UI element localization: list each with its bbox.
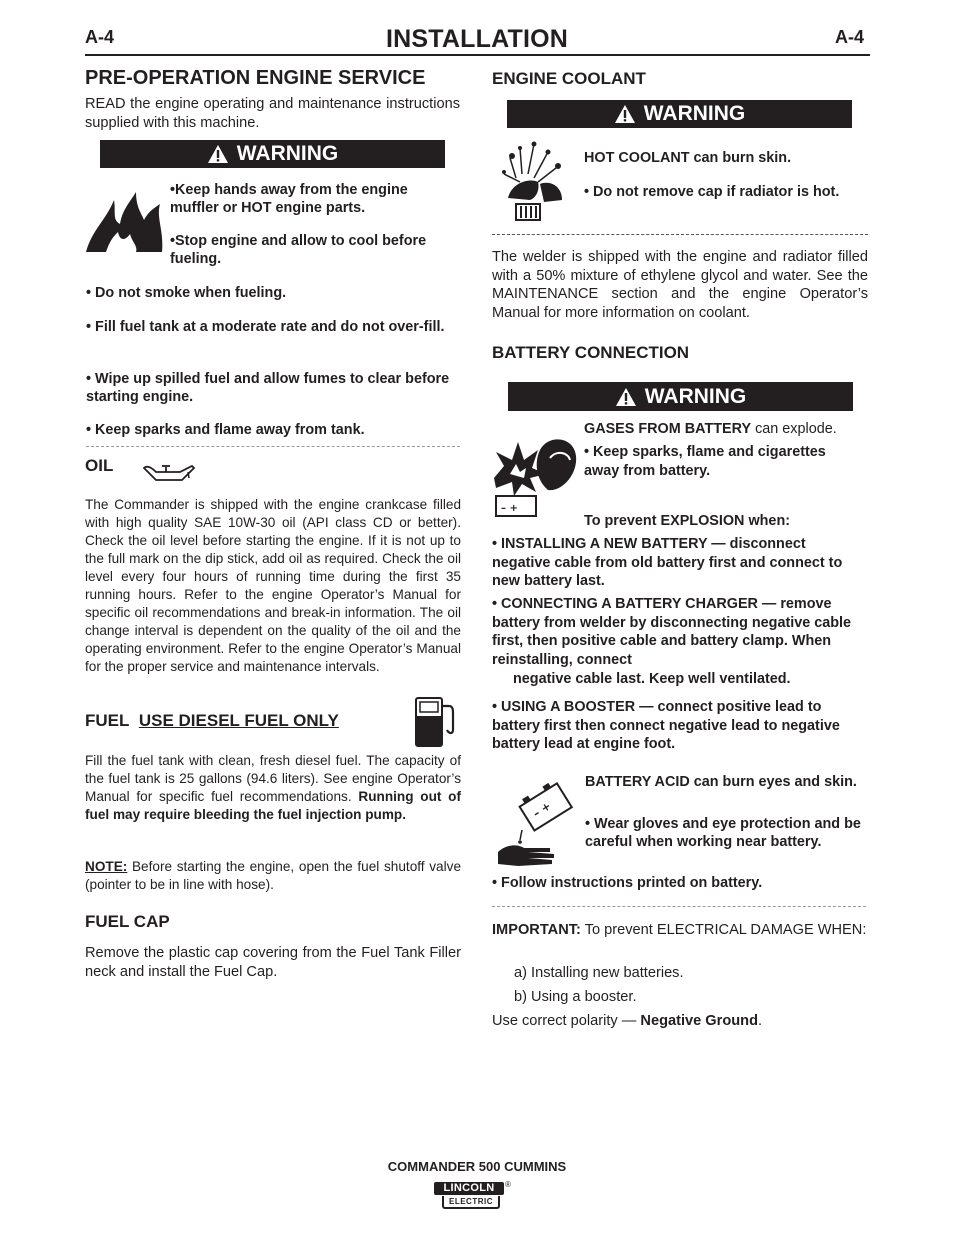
warning-triangle-icon xyxy=(614,104,636,124)
warning-bar-coolant xyxy=(507,100,852,128)
warning-triangle-icon xyxy=(207,144,229,164)
logo-reg: ® xyxy=(505,1180,511,1189)
fuel-text-bold: Running out of fuel may require bleeding the fuel injection pump. xyxy=(85,789,462,822)
bullet-wipe-fuel: • Wipe up spilled fuel and allow fumes to clear before starting engine. xyxy=(86,371,450,405)
warning-bar-battery xyxy=(508,382,853,411)
oil-can-icon xyxy=(140,460,196,482)
polarity-end: . xyxy=(758,1013,763,1029)
intro-text: READ the engine operating and maintenance instructions supplied with this machine. xyxy=(85,96,460,131)
gases-warning xyxy=(584,420,869,438)
warning-triangle-icon xyxy=(615,387,637,407)
page-number-right: A-4 xyxy=(835,27,865,47)
footer-model: COMMANDER 500 CUMMINS xyxy=(387,1159,567,1174)
logo-bottom: ELECTRIC xyxy=(442,1196,500,1209)
flame-icon xyxy=(84,190,166,254)
coolant-warning-1: HOT COOLANT can burn skin. xyxy=(584,150,792,166)
battery-heading: BATTERY CONNECTION xyxy=(492,343,690,362)
gases-bullet: • Keep sparks, flame and cigarettes away from battery. xyxy=(584,444,826,479)
prevent-explosion: To prevent EXPLOSION when: xyxy=(584,513,791,529)
battery-bullet-install: • INSTALLING A NEW BATTERY — disconnect negative cable from old battery first and connect to new battery last. xyxy=(492,536,843,589)
header-rule xyxy=(85,54,870,56)
divider xyxy=(492,906,866,907)
important-label: IMPORTANT: xyxy=(492,922,581,938)
warning-label: WARNING xyxy=(236,142,339,165)
polarity-bold: Negative Ground xyxy=(640,1013,758,1029)
polarity-text: Use correct polarity — xyxy=(492,1013,641,1029)
note-label: NOTE: xyxy=(85,859,128,874)
bullet-no-smoking: • Do not smoke when fueling. xyxy=(86,285,287,301)
battery-explosion-icon xyxy=(490,430,578,520)
important-item-b: b) Using a booster. xyxy=(514,989,637,1005)
polarity-note xyxy=(492,1012,762,1031)
battery-bullet-booster: • USING A BOOSTER — connect positive lead to battery first then connect negative lead to negative battery lead at engine foot. xyxy=(492,699,840,752)
fuel-text-normal: Fill the fuel tank with clean, fresh diesel fuel. The capacity of the fuel tank is 25 gallons (94.6 liters). See engine Operator’s Manual for specific fuel recommendations. xyxy=(85,753,461,804)
fuel-text xyxy=(85,752,461,824)
oil-heading: OIL xyxy=(85,456,114,475)
hot-coolant-icon xyxy=(500,138,572,224)
fuel-cap-heading: FUEL CAP xyxy=(85,912,170,931)
acid-warning-1: BATTERY ACID can burn eyes and skin. xyxy=(585,774,857,790)
page-number-left: A-4 xyxy=(85,27,115,47)
acid-warning-2: • Wear gloves and eye protection and be careful when working near battery. xyxy=(585,816,861,850)
warn-bullet-1: •Keep hands away from the engine muffler or HOT engine parts. xyxy=(170,182,408,216)
important-item-a: a) Installing new batteries. xyxy=(514,965,684,981)
fuel-heading xyxy=(85,711,339,731)
page-title: INSTALLATION xyxy=(385,25,568,53)
bullet-fill-rate: • Fill fuel tank at a moderate rate and do not over-fill. xyxy=(86,319,445,335)
battery-acid-icon xyxy=(494,778,580,868)
warning-label: WARNING xyxy=(644,384,747,408)
lincoln-electric-logo xyxy=(434,1182,514,1212)
important-note xyxy=(492,921,868,940)
fuel-subheading: USE DIESEL FUEL ONLY xyxy=(138,711,339,730)
section-title: PRE-OPERATION ENGINE SERVICE xyxy=(85,67,426,89)
warning-label: WARNING xyxy=(643,102,746,125)
fuel-pump-icon xyxy=(413,696,459,748)
warn-bullet-2: •Stop engine and allow to cool before fueling. xyxy=(170,233,427,267)
coolant-heading: ENGINE COOLANT xyxy=(492,69,646,88)
important-text: To prevent ELECTRICAL DAMAGE WHEN: xyxy=(580,922,867,938)
logo-top: LINCOLN xyxy=(434,1182,504,1195)
divider xyxy=(492,234,868,235)
svg-text:– +: – + xyxy=(501,503,518,514)
gases-rest: can explode. xyxy=(751,421,837,437)
fuel-note xyxy=(85,858,461,894)
gases-bold: GASES FROM BATTERY xyxy=(584,421,752,437)
note-text: Before starting the engine, open the fuel shutoff valve (pointer to be in line with hose). xyxy=(85,859,461,892)
bullet-sparks: • Keep sparks and flame away from tank. xyxy=(86,422,365,438)
warning-bar-fuel xyxy=(100,140,445,168)
battery-bullet-charger-cont: negative cable last. Keep well ventilated. xyxy=(513,671,791,687)
coolant-text: The welder is shipped with the engine and radiator filled with a 50% mixture of ethylene glycol and water. See the MAINTENANCE section and the engine Operator’s Manual for more information on coolant. xyxy=(492,249,868,321)
acid-warning-3: • Follow instructions printed on battery. xyxy=(492,875,763,891)
coolant-warning-2: • Do not remove cap if radiator is hot. xyxy=(584,184,840,200)
oil-text: The Commander is shipped with the engine crankcase filled with high quality SAE 10W-30 oil (API class CD or better). Check the oil level before starting the engine. If it is not up to the full mark on the dip stick, add oil as required. Check the oil level every four hours of running time during the first 35 running hours. Refer to the engine Operator’s Manual for specific oil recommendations and break-in information. The oil change interval is dependent on the quality of the oil and the operating environment. Refer to the engine Operator’s Manual for the proper service and maintenance intervals. xyxy=(85,497,461,674)
fuel-cap-text: Remove the plastic cap covering from the Fuel Tank Filler neck and install the Fuel Cap. xyxy=(85,945,461,980)
divider xyxy=(86,446,460,447)
battery-bullet-charger: • CONNECTING A BATTERY CHARGER — remove battery from welder by disconnecting negative cable first, then positive cable and battery clamp. When reinstalling, connect xyxy=(492,596,852,668)
svg-text:– +: – + xyxy=(530,799,554,821)
fuel-heading-label: FUEL xyxy=(85,711,130,730)
